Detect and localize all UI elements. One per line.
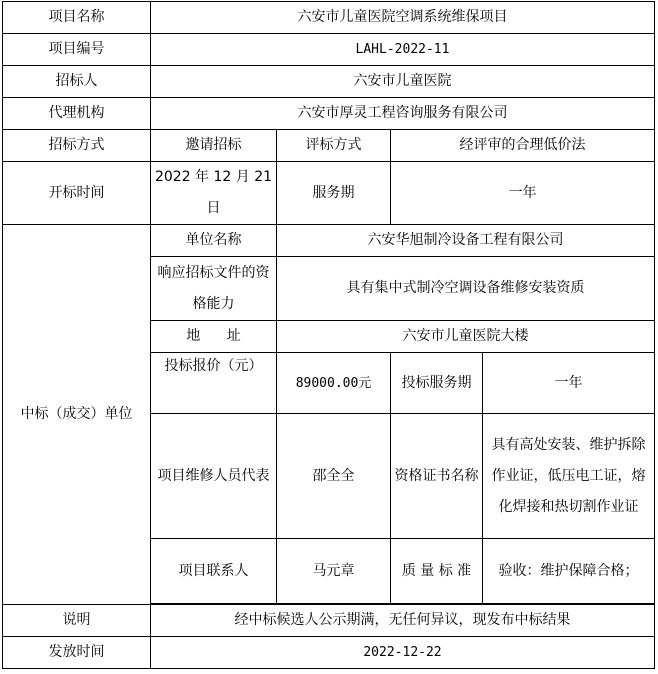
row-winner-unit [3, 225, 655, 257]
quality-value: 验收：维护保障合格； [483, 539, 655, 604]
unit-name-label: 单位名称 [151, 225, 277, 257]
project-no-value: LAHL-2022-11 [151, 34, 655, 66]
qualification-label: 响应招标文件的资格能力 [151, 257, 277, 321]
rep-value: 邵全全 [277, 414, 391, 539]
service-period-value: 一年 [391, 162, 655, 225]
note-value: 经中标候选人公示期满，无任何异议，现发布中标结果 [151, 605, 655, 637]
bid-price-label: 投标报价（元） [151, 353, 277, 414]
tenderer-value: 六安市儿童医院 [151, 66, 655, 98]
cert-label: 资格证书名称 [391, 414, 483, 539]
address-value: 六安市儿童医院大楼 [277, 321, 655, 353]
project-name-label: 项目名称 [3, 2, 151, 34]
project-no-label: 项目编号 [3, 34, 151, 66]
project-name-value: 六安市儿童医院空调系统维保项目 [151, 2, 655, 34]
address-label: 地 址 [151, 321, 277, 353]
row-project-no [3, 34, 655, 66]
row-tenderer [3, 66, 655, 98]
contact-label: 项目联系人 [151, 539, 277, 604]
contact-value: 马元章 [277, 539, 391, 604]
tenderer-label: 招标人 [3, 66, 151, 98]
bid-service-label: 投标服务期 [391, 353, 483, 414]
method-label: 招标方式 [3, 130, 151, 162]
row-agency [3, 98, 655, 130]
eval-method-label: 评标方式 [277, 130, 391, 162]
row-project-name [3, 2, 655, 34]
rep-label: 项目维修人员代表 [151, 414, 277, 539]
opening-label: 开标时间 [3, 162, 151, 225]
bid-result-table [2, 1, 655, 669]
winner-label: 中标（成交）单位 [3, 225, 151, 605]
unit-name-value: 六安华旭制冷设备工程有限公司 [277, 225, 655, 257]
row-release [3, 637, 655, 669]
release-value: 2022-12-22 [151, 637, 655, 669]
quality-label: 质 量 标 准 [391, 539, 483, 604]
row-opening [3, 162, 655, 225]
agency-value: 六安市厚灵工程咨询服务有限公司 [151, 98, 655, 130]
release-label: 发放时间 [3, 637, 151, 669]
eval-method-value: 经评审的合理低价法 [391, 130, 655, 162]
note-label: 说明 [3, 605, 151, 637]
cert-value: 具有高处安装、维护拆除作业证，低压电工证，熔化焊接和热切割作业证 [483, 414, 655, 539]
row-method [3, 130, 655, 162]
bid-result-table-wrapper [2, 1, 655, 669]
row-note [3, 605, 655, 637]
bid-price-value: 89000.00元 [277, 353, 391, 414]
service-period-label: 服务期 [277, 162, 391, 225]
opening-value: 2022 年 12 月 21 日 [151, 162, 277, 225]
agency-label: 代理机构 [3, 98, 151, 130]
method-value: 邀请招标 [151, 130, 277, 162]
bid-service-value: 一年 [483, 353, 655, 414]
qualification-value: 具有集中式制冷空调设备维修安装资质 [277, 257, 655, 321]
